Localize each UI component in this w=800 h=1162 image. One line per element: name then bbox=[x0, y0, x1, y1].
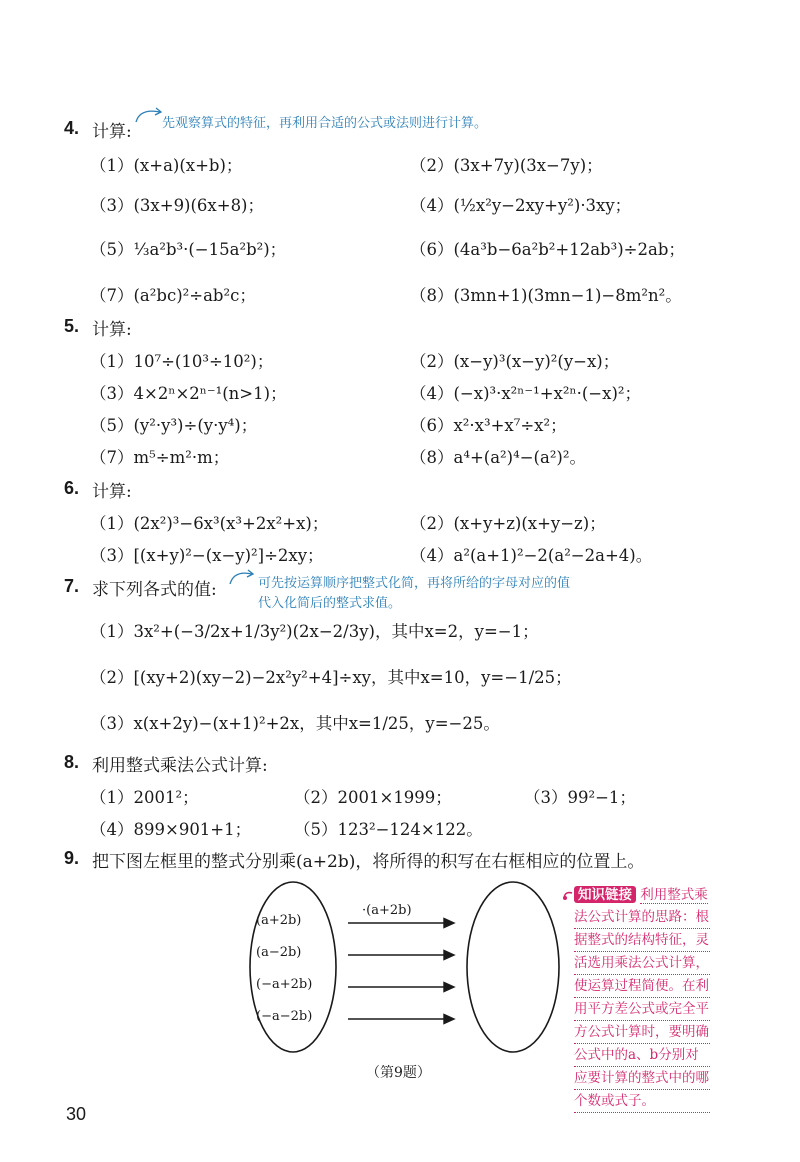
left-ellipse bbox=[250, 882, 336, 1052]
q4-item-3: （3）(3x+9)(6x+8)； bbox=[90, 196, 264, 215]
q4-item-2: （2）(3x+7y)(3x−7y)； bbox=[410, 156, 603, 175]
q9-title: 把下图左框里的整式分别乘(a+2b)，将所得的积写在右框相应的位置上。 bbox=[92, 852, 645, 872]
q5-title: 计算: bbox=[92, 320, 132, 340]
q6-title: 计算: bbox=[92, 482, 132, 502]
q4-item-6: （6）(4a³b−6a²b²+12ab³)÷2ab； bbox=[410, 240, 685, 259]
q5-item-6: （6）x²·x³+x⁷÷x²； bbox=[410, 416, 567, 435]
q8-item-4: （4）899×901+1； bbox=[90, 820, 252, 839]
q4-item-1: （1）(x+a)(x+b)； bbox=[90, 156, 243, 175]
sidebar-line-9: 应要计算的整式中的哪 bbox=[574, 1067, 710, 1090]
q8-number: 8. bbox=[64, 752, 80, 772]
q5-item-1: （1）10⁷÷(10³÷10²)； bbox=[90, 352, 274, 371]
q7-hint-line2: 代入化简后的整式求值。 bbox=[258, 596, 402, 611]
q5-item-2: （2）(x−y)³(x−y)²(y−x)； bbox=[410, 352, 620, 371]
knowledge-link-box bbox=[574, 884, 710, 906]
right-ellipse bbox=[467, 882, 559, 1052]
knowledge-link-badge: 知识链接 bbox=[574, 886, 636, 903]
q4-hint: 先观察算式的特征，再利用合适的公式或法则进行计算。 bbox=[162, 116, 488, 131]
q4-item-4: （4）(½x²y−2xy+y²)·3xy； bbox=[410, 196, 632, 215]
q5-item-5: （5）(y²·y³)÷(y·y⁴)； bbox=[90, 416, 258, 435]
arrow-label: ·(a+2b) bbox=[362, 903, 412, 918]
q7-title: 求下列各式的值: bbox=[92, 580, 217, 600]
sidebar-line-3: 据整式的结构特征，灵 bbox=[574, 929, 710, 952]
sidebar-line-5: 使运算过程简便。在利 bbox=[574, 975, 710, 998]
hint-arrow-icon bbox=[134, 104, 164, 126]
sidebar-body bbox=[574, 906, 710, 1113]
left-item-1: (a+2b) bbox=[256, 913, 302, 928]
q4-title: 计算: bbox=[92, 122, 132, 142]
left-item-3: (−a+2b) bbox=[256, 977, 313, 992]
sidebar-line-4: 活选用乘法公式计算， bbox=[574, 952, 710, 975]
q8-item-3: （3）99²−1； bbox=[524, 788, 636, 807]
q7-hint-line1: 可先按运算顺序把整式化简，再将所给的字母对应的值 bbox=[258, 576, 571, 591]
left-item-4: (−a−2b) bbox=[256, 1009, 313, 1024]
sidebar-line-2: 法公式计算的思路：根 bbox=[574, 906, 710, 929]
q6-item-1: （1）(2x²)³−6x³(x³+2x²+x)； bbox=[90, 514, 329, 533]
q4-item-8: （8）(3mn+1)(3mn−1)−8m²n²。 bbox=[410, 286, 682, 305]
q5-item-7: （7）m⁵÷m²·m； bbox=[90, 448, 230, 467]
q6-item-4: （4）a²(a+1)²−2(a²−2a+4)。 bbox=[410, 546, 653, 565]
q4-item-5: （5）⅓a²b³·(−15a²b²)； bbox=[90, 240, 287, 259]
sidebar-line-8: 公式中的a、b分别对 bbox=[574, 1044, 710, 1067]
q5-number: 5. bbox=[64, 316, 80, 336]
q7-item-3: （3）x(x+2y)−(x+1)²+2x，其中x=1/25，y=−25。 bbox=[90, 714, 500, 733]
hint-arrow-icon bbox=[228, 566, 256, 588]
q7-item-2: （2）[(xy+2)(xy−2)−2x²y²+4]÷xy，其中x=10，y=−1/25； bbox=[90, 668, 572, 687]
q6-item-3: （3）[(x+y)²−(x−y)²]÷2xy； bbox=[90, 546, 324, 565]
q7-item-1: （1）3x²+(−3/2x+1/3y²)(2x−2/3y)，其中x=2，y=−1； bbox=[90, 622, 539, 641]
q4-number: 4. bbox=[64, 118, 80, 138]
sidebar-line-1: 利用整式乘 bbox=[640, 887, 708, 903]
q8-item-5: （5）123²−124×122。 bbox=[294, 820, 483, 839]
q7-number: 7. bbox=[64, 576, 80, 596]
q5-item-3: （3）4×2ⁿ×2ⁿ⁻¹(n>1)； bbox=[90, 384, 287, 403]
q9-number: 9. bbox=[64, 848, 80, 868]
left-item-2: (a−2b) bbox=[256, 945, 302, 960]
q8-title: 利用整式乘法公式计算: bbox=[92, 756, 268, 776]
q8-item-1: （1）2001²； bbox=[90, 788, 199, 807]
figure-caption: （第9题） bbox=[366, 1065, 431, 1081]
q5-item-4: （4）(−x)³·x²ⁿ⁻¹+x²ⁿ·(−x)²； bbox=[410, 384, 641, 403]
sidebar-line-7: 方公式计算时，要明确 bbox=[574, 1021, 710, 1044]
page-number: 30 bbox=[66, 1104, 87, 1124]
q5-item-8: （8）a⁴+(a²)⁴−(a²)²。 bbox=[410, 448, 586, 467]
q4-item-7: （7）(a²bc)²÷ab²c； bbox=[90, 286, 256, 305]
sidebar-line-6: 用平方差公式或完全平 bbox=[574, 998, 710, 1021]
q8-item-2: （2）2001×1999； bbox=[294, 788, 452, 807]
q6-item-2: （2）(x+y+z)(x+y−z)； bbox=[410, 514, 606, 533]
sidebar-line-10: 个数或式子。 bbox=[574, 1090, 710, 1113]
q6-number: 6. bbox=[64, 478, 80, 498]
